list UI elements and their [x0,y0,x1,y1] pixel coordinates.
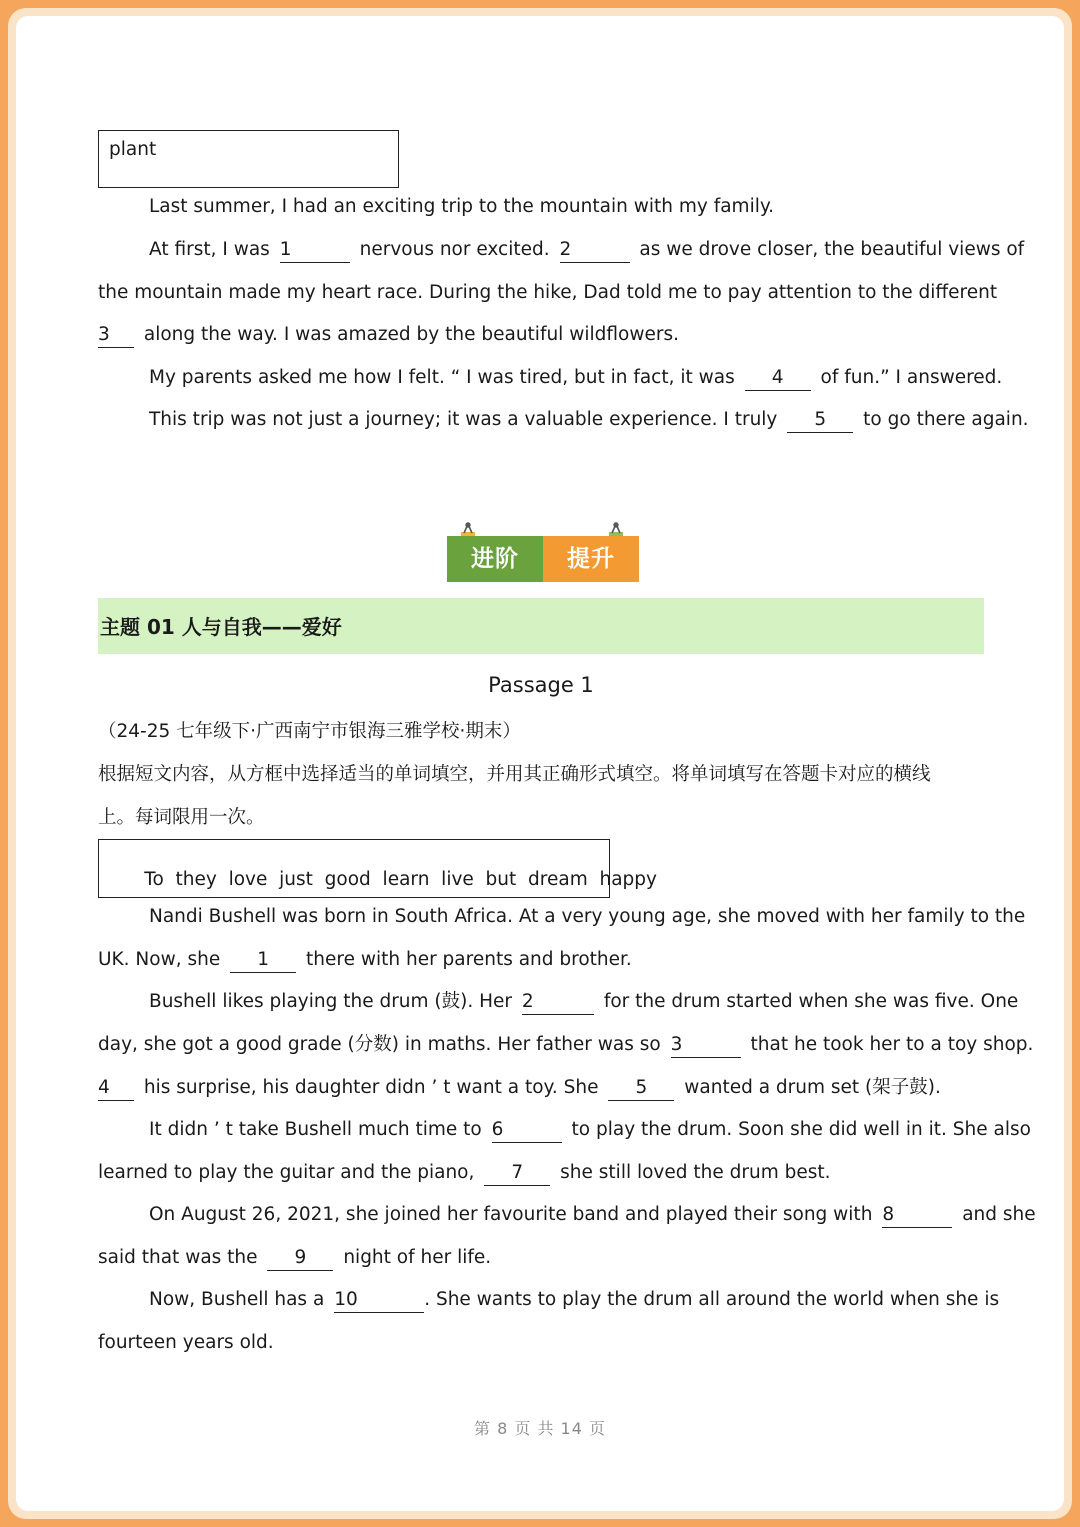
blank-5[interactable]: 5 [787,408,853,433]
source-line: （24-25 七年级下·广西南宁市银海三雅学校·期末） [98,721,521,742]
blank-4[interactable]: 4 [745,366,811,391]
passage1-line-9: said that was the 9 night of her life. [98,1243,984,1273]
blank-p1-10[interactable]: 10 [334,1288,424,1313]
blank-p1-6[interactable]: 6 [492,1118,562,1143]
passage1-line-4: day, she got a good grade (分数) in maths. Her father was so 3 that he took her to a toy shop. [98,1030,984,1060]
passage0-line-4: 3 along the way. I was amazed by the beautiful wildflowers. [98,320,984,350]
passage1-line-6: It didn ’ t take Bushell much time to 6 to play the drum. Soon she did well in it. She also [98,1115,984,1145]
instruction-line-2: 上。每词限用一次。 [98,807,265,828]
passage1-line-8: On August 26, 2021, she joined her favourite band and played their song with 8 and she [98,1200,984,1230]
blank-p1-9[interactable]: 9 [267,1246,333,1271]
passage1-line-11: fourteen years old. [98,1332,274,1353]
blank-p1-8[interactable]: 8 [882,1203,952,1228]
blank-p1-3[interactable]: 3 [671,1033,741,1058]
page-footer: 第 8 页 共 14 页 [474,1419,606,1438]
passage-title: Passage 1 [488,673,594,697]
blank-p1-5[interactable]: 5 [608,1076,674,1101]
passage0-line-3: the mountain made my heart race. During the hike, Dad told me to pay attention to the different [98,282,998,303]
passage1-line-5: 4 his surprise, his daughter didn ’ t want a toy. She 5 wanted a drum set (架子鼓). [98,1073,984,1103]
passage1-line-7: learned to play the guitar and the piano, 7 she still loved the drum best. [98,1158,984,1188]
passage1-line-1: Nandi Bushell was born in South Africa. At a very young age, she moved with her family to the [149,906,1026,927]
blank-p1-2[interactable]: 2 [522,990,594,1015]
top-word-box [98,130,399,188]
blank-p1-7[interactable]: 7 [484,1161,550,1186]
passage0-line-5: My parents asked me how I felt. “ I was tired, but in fact, it was 4 of fun.” I answered. [98,363,984,393]
passage1-line-3: Bushell likes playing the drum (鼓). Her 2 for the drum started when she was five. One [98,987,984,1017]
word-bank: To they love just good learn live but dream happy [144,869,657,890]
instruction-line-1: 根据短文内容，从方框中选择适当的单词填空，并用其正确形式填空。将单词填写在答题卡对应的横线 [98,764,931,785]
blank-p1-4[interactable]: 4 [98,1076,134,1101]
passage0-line-1: Last summer, I had an exciting trip to the mountain with my family. [149,196,775,217]
word-bank-box [98,839,657,898]
topic-banner: 主题 01 人与自我——爱好 [98,598,984,654]
passage0-line-6: This trip was not just a journey; it was a valuable experience. I truly 5 to go there again. [98,405,984,435]
blank-1[interactable]: 1 [280,238,350,263]
passage0-line-2: At first, I was 1 nervous nor excited. 2 as we drove closer, the beautiful views of [98,235,984,265]
passage1-line-10: Now, Bushell has a 10 . She wants to play the drum all around the world when she is [98,1285,984,1315]
badge-right: 提升 [543,536,639,582]
badge-left: 进阶 [447,536,543,582]
blank-2[interactable]: 2 [560,238,630,263]
document-page [16,16,1064,1511]
blank-3[interactable]: 3 [98,323,134,348]
top-box-word: plant [109,139,157,160]
level-up-badge [447,522,639,582]
blank-p1-1[interactable]: 1 [230,948,296,973]
passage1-line-2: UK. Now, she 1 there with her parents and brother. [98,945,984,975]
